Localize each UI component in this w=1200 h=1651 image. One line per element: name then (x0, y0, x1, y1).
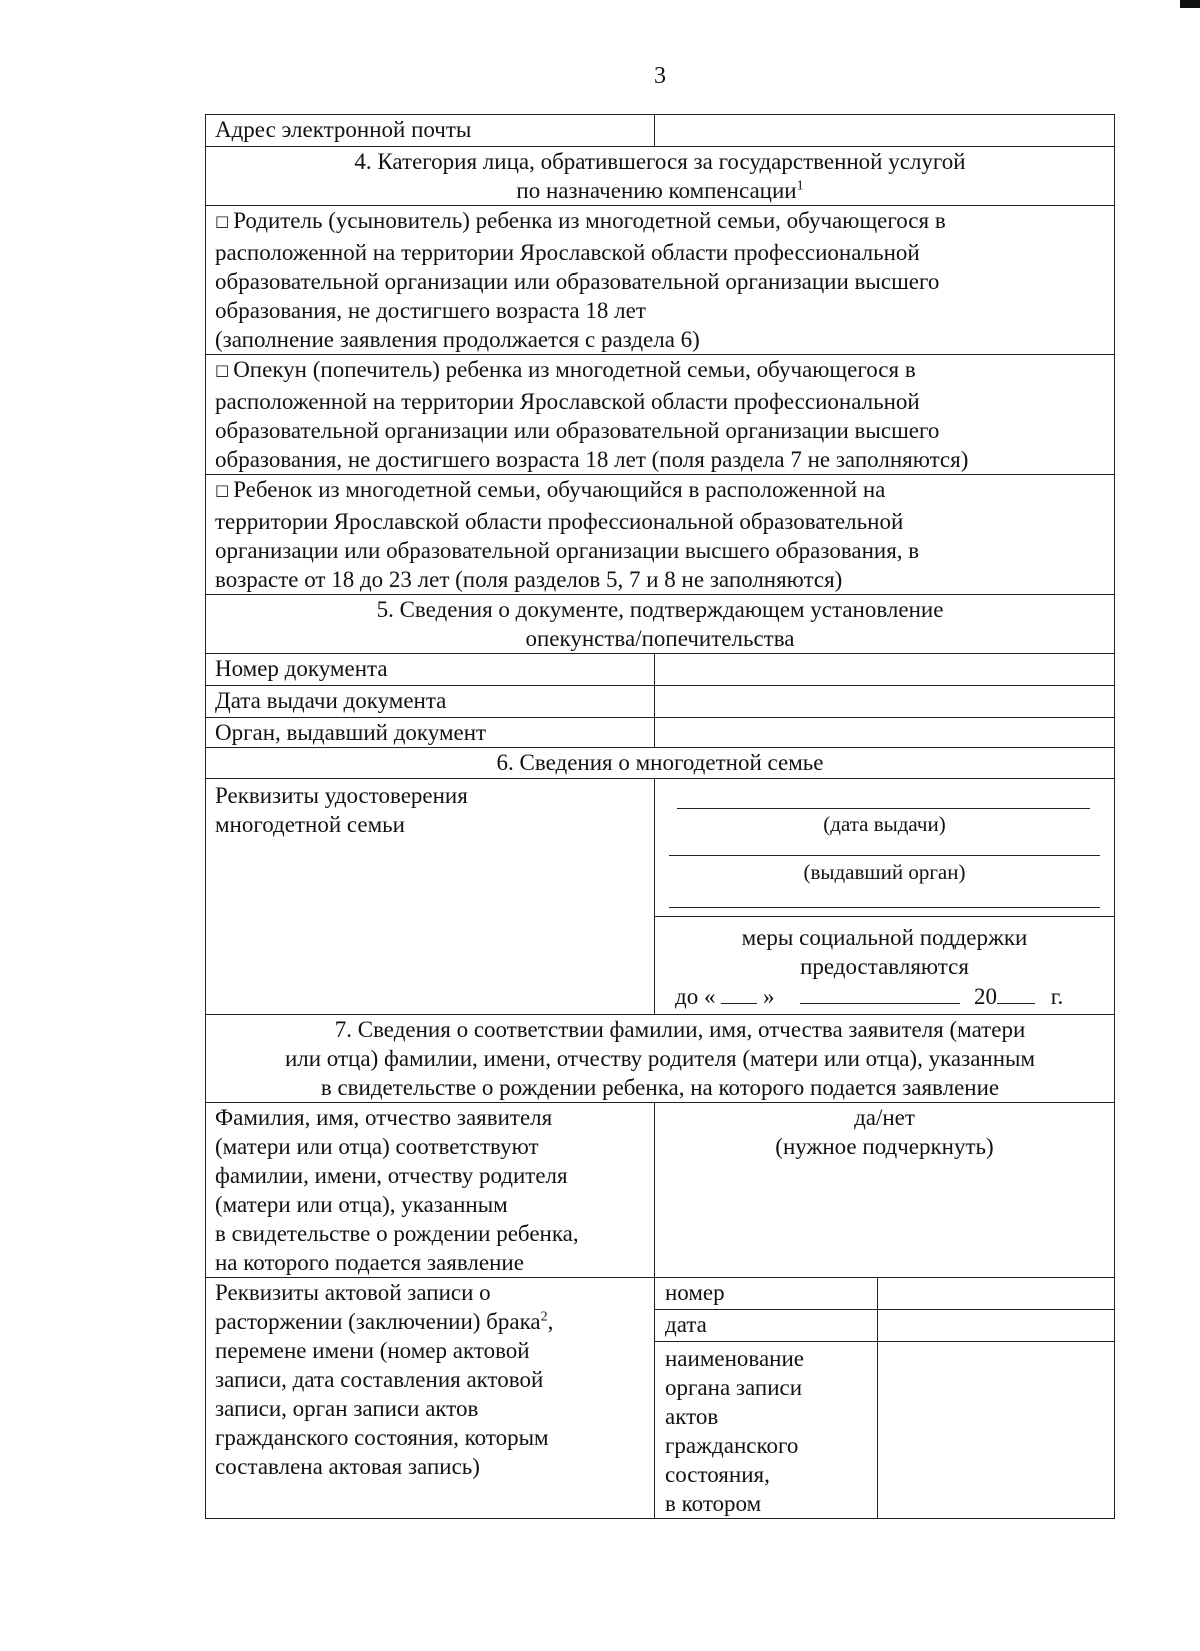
document-date-label: Дата выдачи документа (206, 686, 655, 718)
option-guardian-line2: расположенной на территории Ярославской области профессиональной (215, 389, 920, 414)
option-guardian-line4: образования, не достигшего возраста 18 лет (поля раздела 7 не заполняются) (215, 447, 969, 472)
until-year-blank[interactable] (997, 981, 1035, 1004)
civil-record-row: Реквизиты актовой записи о расторжении (заключении) брака$^2$, перемене имени (номер актовой записи, дата составления актовой записи, орган записи актов гражданского состояния, которым составлена актовая запись) номер дата наименование органа записи актов гражданского состояния, в котором (206, 1278, 1115, 1519)
support-until-date[interactable] (663, 981, 1106, 1011)
until-quote-close: » (762, 984, 775, 1009)
record-label-line6: гражданского состояния, которым (215, 1425, 549, 1450)
footnote-ref-1: 1 (796, 178, 804, 194)
match-label-line4: (матери или отца), указанным (215, 1192, 508, 1217)
family-certificate-label-line2: многодетной семьи (215, 812, 405, 837)
record-organ-label-line5: состояния, (665, 1461, 770, 1487)
page-number: 3 (654, 63, 666, 89)
section6-title: 6. Сведения о многодетной семье (206, 748, 1115, 779)
option-parent-line3: образовательной организации или образовательной организации высшего (215, 269, 940, 294)
document-number-field[interactable] (655, 654, 1115, 686)
record-label-line4: записи, дата составления актовой (215, 1367, 544, 1392)
section7-header (206, 1015, 1115, 1103)
record-date-label: дата (655, 1309, 877, 1341)
until-suffix: г. (1050, 984, 1064, 1009)
section5-title-line2: опекунства/попечительства (525, 626, 795, 651)
until-prefix: до « (675, 984, 716, 1009)
section4-title-line2: по назначению компенсации (516, 178, 797, 203)
match-label-line1: Фамилия, имя, отчество заявителя (215, 1105, 553, 1130)
record-organ-label-line3: актов (665, 1403, 719, 1429)
section4-title-line1: 4. Категория лица, обратившегося за государственной услугой (354, 149, 966, 174)
support-line1: меры социальной поддержки (741, 925, 1028, 950)
section4-option-guardian (206, 355, 1115, 475)
civil-record-subtable (655, 1278, 1114, 1518)
record-organ-label-line1: наименование (665, 1345, 804, 1371)
option-child-line2: территории Ярославской области профессиональной образовательной (215, 509, 904, 534)
email-row (206, 115, 1115, 147)
document-issuer-field[interactable] (655, 718, 1115, 748)
option-child-line3: организации или образовательной организации высшего образования, в (215, 538, 920, 563)
record-date-field[interactable] (877, 1309, 1114, 1341)
email-field[interactable] (655, 115, 1115, 147)
option-parent-line2: расположенной на территории Ярославской области профессиональной (215, 240, 920, 265)
application-form-table (205, 114, 1115, 1519)
family-certificate-row (206, 779, 1115, 917)
match-label-line3: фамилии, имени, отчеству родителя (215, 1163, 568, 1188)
record-label-line5: записи, орган записи актов (215, 1396, 479, 1421)
document-date-row (206, 686, 1115, 718)
certificate-issuer-caption: (выдавший орган) (803, 860, 966, 884)
support-line2: предоставляются (800, 954, 969, 979)
document-issuer-label: Орган, выдавший документ (206, 718, 655, 748)
record-organ-label-line2: органа записи (665, 1374, 803, 1400)
certificate-date-line[interactable] (677, 808, 1090, 809)
option-parent-line4: образования, не достигшего возраста 18 лет (215, 298, 646, 323)
family-certificate-label-line1: Реквизиты удостоверения (215, 783, 468, 808)
section4-option-child (206, 475, 1115, 595)
section4-option-parent (206, 206, 1115, 355)
document-issuer-row (206, 718, 1115, 748)
record-label-line3: перемене имени (номер актовой (215, 1338, 530, 1363)
checkbox-parent[interactable]: □ (215, 212, 230, 230)
section7-title-line2: или отца) фамилии, имени, отчеству родителя (матери или отца), указанным (284, 1046, 1036, 1071)
option-child-line4: возрасте от 18 до 23 лет (поля разделов 5, 7 и 8 не заполняются) (215, 567, 843, 592)
record-organ-field[interactable] (877, 1341, 1114, 1518)
scan-corner-mark (1180, 0, 1200, 8)
record-organ-label-line6: в котором (665, 1490, 762, 1516)
record-label-line7: составлена актовая запись) (215, 1454, 480, 1479)
until-month-blank[interactable] (800, 981, 960, 1004)
email-label: Адрес электронной почты (206, 115, 655, 147)
section7-title-line3: в свидетельстве о рождении ребенка, на которого подается заявление (320, 1075, 1000, 1100)
record-organ-label-line4: гражданского (665, 1432, 799, 1458)
record-number-label: номер (655, 1278, 877, 1309)
option-guardian-line3: образовательной организации или образовательной организации высшего (215, 418, 940, 443)
underline-note: (нужное подчеркнуть) (775, 1134, 994, 1159)
record-label-line1: Реквизиты актовой записи о (215, 1280, 491, 1305)
document-number-row (206, 654, 1115, 686)
yes-no-choice[interactable]: да/нет (854, 1105, 915, 1130)
record-label-line2: расторжении (заключении) брака (215, 1309, 541, 1334)
option-child-line1: Ребенок из многодетной семьи, обучающийся в расположенной на (233, 477, 886, 502)
certificate-issuer-line-2[interactable] (669, 907, 1100, 908)
certificate-date-caption: (дата выдачи) (823, 812, 946, 836)
section5-title-line1: 5. Сведения о документе, подтверждающем установление (376, 597, 944, 622)
record-number-field[interactable] (877, 1278, 1114, 1309)
document-number-label: Номер документа (206, 654, 655, 686)
until-year-prefix: 20 (973, 984, 997, 1009)
section6-header (206, 748, 1115, 779)
certificate-issuer-line[interactable] (669, 855, 1100, 856)
section5-header (206, 595, 1115, 654)
option-guardian-line1: Опекун (попечитель) ребенка из многодетной семьи, обучающегося в (233, 357, 916, 382)
checkbox-child[interactable]: □ (215, 481, 230, 499)
name-match-row (206, 1103, 1115, 1278)
option-parent-line1: Родитель (усыновитель) ребенка из многодетной семьи, обучающегося в (233, 208, 946, 233)
until-day-blank[interactable] (721, 981, 757, 1004)
footnote-ref-2: 2 (540, 1309, 548, 1325)
match-label-line5: в свидетельстве о рождении ребенка, (215, 1221, 579, 1246)
match-label-line6: на которого подается заявление (215, 1250, 524, 1275)
match-label-line2: (матери или отца) соответствуют (215, 1134, 539, 1159)
document-date-field[interactable] (655, 686, 1115, 718)
section7-title-line1: 7. Сведения о соответствии фамилии, имя, отчества заявителя (матери (334, 1017, 1026, 1042)
section4-header (206, 147, 1115, 206)
checkbox-guardian[interactable]: □ (215, 361, 230, 379)
option-parent-line5: (заполнение заявления продолжается с раздела 6) (215, 327, 700, 352)
